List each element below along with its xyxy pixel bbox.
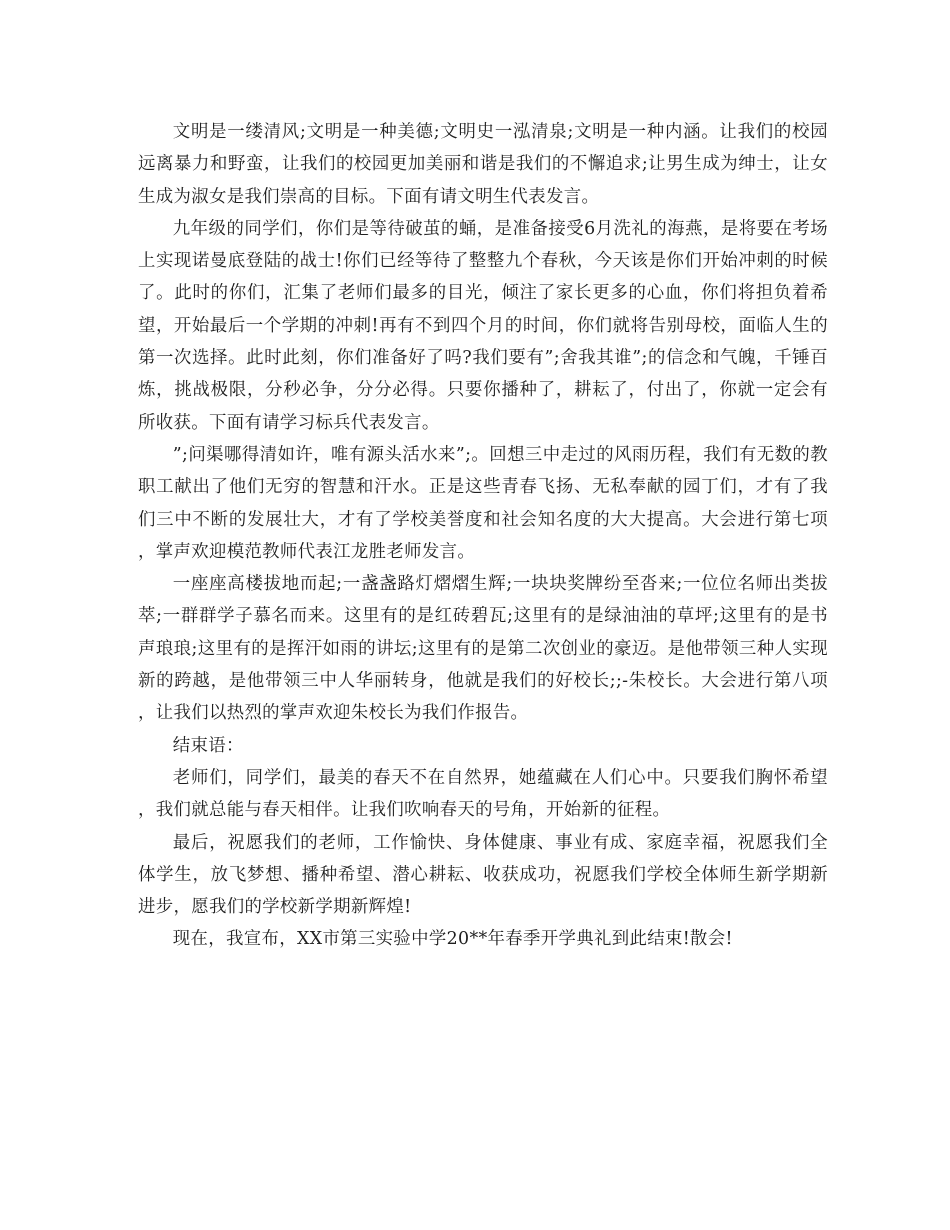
paragraph-teachers: ”;问渠哪得清如许，唯有源头活水来”;。回想三中走过的风雨历程，我们有无数的教职工献出了他们无穷的智慧和汗水。正是这些青春飞扬、无私奉献的园丁们，才有了我们三中不断的发展壮大，才有了学校美誉度和社会知名度的大大提高。大会进行第七项，掌声欢迎模范教师代表江龙胜老师发言。: [138, 444, 828, 562]
paragraph-spring: 老师们，同学们，最美的春天不在自然界，她蕴藏在人们心中。只要我们胸怀希望，我们就总能与春天相伴。让我们吹响春天的号角，开始新的征程。: [138, 767, 828, 821]
paragraph-wishes: 最后，祝愿我们的老师，工作愉快、身体健康、事业有成、家庭幸福，祝愿我们全体学生，放飞梦想、播种希望、潜心耕耘、收获成功，祝愿我们学校全体师生新学期新进步，愿我们的学校新学期新辉煌!: [138, 832, 828, 918]
paragraph-civility: 文明是一缕清风;文明是一种美德;文明史一泓清泉;文明是一种内涵。让我们的校园远离暴力和野蛮，让我们的校园更加美丽和谐是我们的不懈追求;让男生成为绅士，让女生成为淑女是我们崇高的目标。下面有请文明生代表发言。: [138, 122, 828, 207]
document-body: [138, 116, 828, 956]
paragraph-grade-nine: 九年级的同学们，你们是等待破茧的蛹，是准备接受6月洗礼的海燕，是将要在考场上实现诺曼底登陆的战士!你们已经等待了整整九个春秋，今天该是你们开始冲刺的时候了。此时的你们，汇集了老师们最多的目光，倾注了家长更多的心血，你们将担负着希望，开始最后一个学期的冲刺!再有不到四个月的时间，你们就将告别母校，面临人生的第一次选择。此时此刻，你们准备好了吗?我们要有”;舍我其谁”;的信念和气魄，千锤百炼，挑战极限，分秒必争，分分必得。只要你播种了，耕耘了，付出了，你就一定会有所收获。下面有请学习标兵代表发言。: [138, 218, 828, 433]
closing-heading: 结束语：: [172, 735, 244, 756]
paragraph-announcement: 现在，我宣布，XX市第三实验中学20**年春季开学典礼到此结束!散会!: [172, 929, 733, 950]
paragraph-principal: 一座座高楼拔地而起;一盏盏路灯熠熠生辉;一块块奖牌纷至沓来;一位位名师出类拔萃;一群群学子慕名而来。这里有的是红砖碧瓦;这里有的是绿油油的草坪;这里有的是书声琅琅;这里有的是挥汗如雨的讲坛;这里有的是第二次创业的豪迈。是他带领三种人实现新的跨越，是他带领三中人华丽转身，他就是我们的好校长;;-朱校长。大会进行第八项，让我们以热烈的掌声欢迎朱校长为我们作报告。: [138, 574, 828, 724]
